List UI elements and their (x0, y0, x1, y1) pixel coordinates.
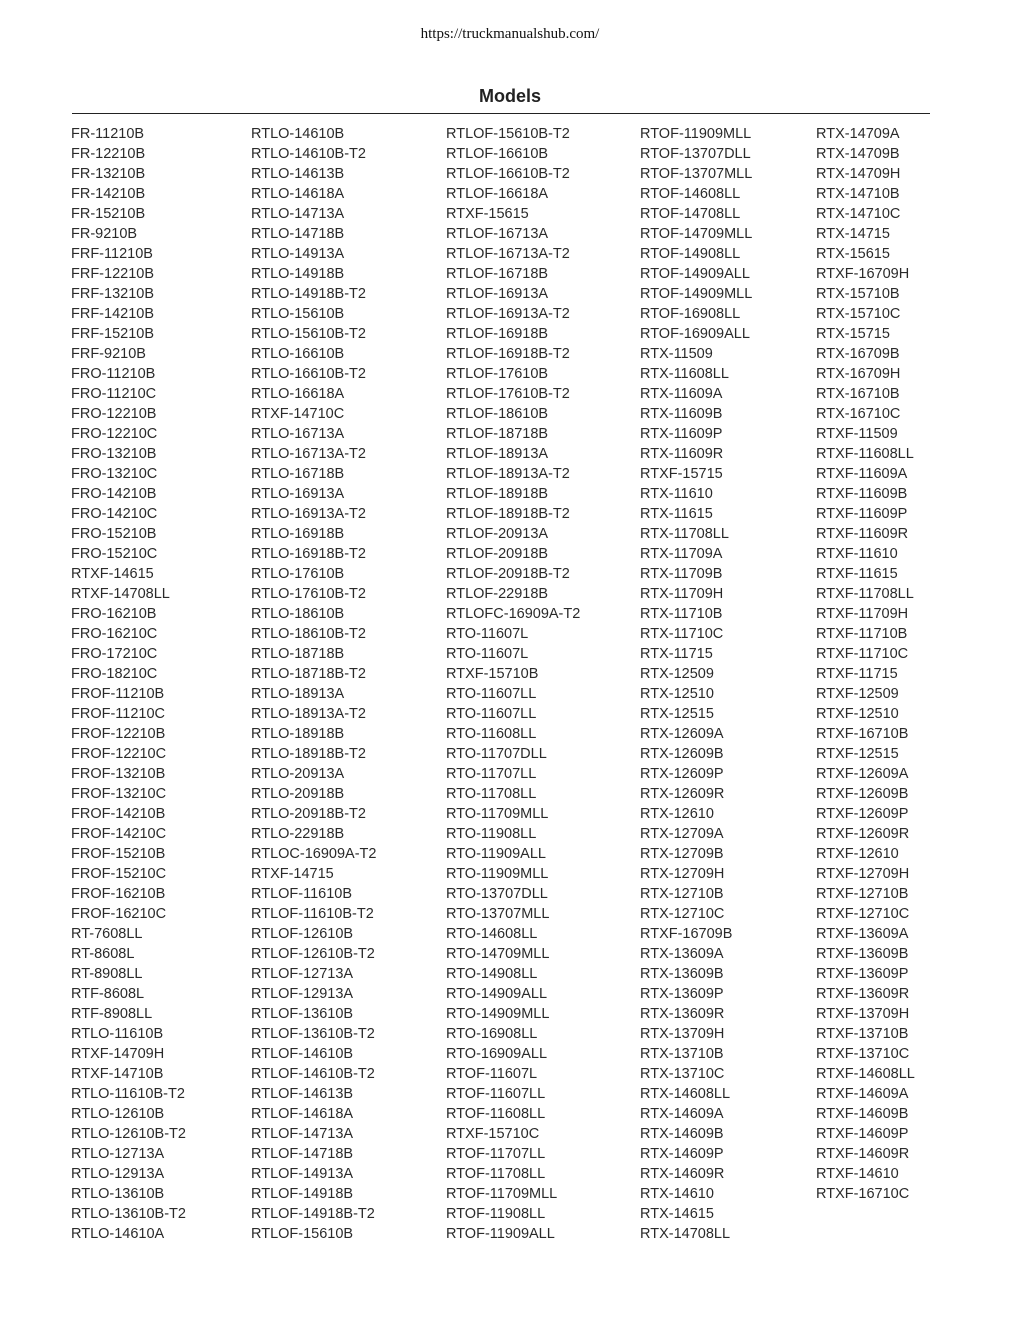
model-item: RTX-11509 (640, 346, 713, 362)
model-item: RTLOF-14618A (251, 1106, 354, 1122)
model-item: RTXF-13609A (816, 926, 909, 942)
model-item: RTLO-14913A (251, 246, 345, 262)
model-item: RTLO-16713A (251, 426, 345, 442)
model-item: RTLO-20913A (251, 766, 345, 782)
model-item: RTOF-14709MLL (640, 226, 753, 242)
model-item: RTO-11709MLL (446, 806, 549, 822)
model-item: FRF-12210B (71, 266, 155, 282)
model-item: RTF-8608L (71, 986, 145, 1002)
model-item: RTLOF-22918B (446, 586, 549, 602)
model-item: RTLO-17610B-T2 (251, 586, 366, 602)
model-item: RTXF-14710C (251, 406, 345, 422)
model-item: RTX-14609P (640, 1146, 724, 1162)
model-item: FRO-15210C (71, 546, 158, 562)
model-item: RTX-14709A (816, 126, 900, 142)
model-item: RTO-11909ALL (446, 846, 546, 862)
model-item: RTXF-12609P (816, 806, 909, 822)
model-item: RTXF-11710B (816, 626, 908, 642)
model-item: RTX-12709A (640, 826, 724, 842)
model-item: RTX-12609B (640, 746, 724, 762)
model-item: RTX-11715 (640, 646, 713, 662)
model-item: FRO-16210B (71, 606, 157, 622)
model-item: RTX-14709B (816, 146, 900, 162)
model-item: RTXF-11715 (816, 666, 898, 682)
model-item: RT-8908LL (71, 966, 143, 982)
model-item: RTLO-16913A (251, 486, 345, 502)
model-item: RTOF-13707DLL (640, 146, 751, 162)
model-item: RTXF-14609B (816, 1106, 909, 1122)
model-item: RTX-15615 (816, 246, 890, 262)
model-item: RT-8608L (71, 946, 135, 962)
models-column-5 (816, 124, 915, 1204)
model-item: RTLOF-17610B (446, 366, 549, 382)
title-divider (72, 113, 930, 114)
model-item: RTO-11608LL (446, 726, 537, 742)
model-item: RTLO-16618A (251, 386, 345, 402)
model-item: RTXF-13609R (816, 986, 910, 1002)
model-item: RTLOF-18918B-T2 (446, 506, 570, 522)
model-item: RTO-11707DLL (446, 746, 547, 762)
model-item: RTXF-14708LL (71, 586, 170, 602)
model-item: RTLO-13610B-T2 (71, 1206, 186, 1222)
model-item: FRF-13210B (71, 286, 155, 302)
model-item: RTLO-16918B (251, 526, 345, 542)
model-item: RTO-11707LL (446, 766, 537, 782)
model-item: RTLO-12913A (71, 1166, 165, 1182)
model-item: RTO-11908LL (446, 826, 537, 842)
model-item: RTLO-12610B-T2 (71, 1126, 186, 1142)
model-item: RTXF-11609A (816, 466, 908, 482)
model-item: RTOF-11608LL (446, 1106, 546, 1122)
model-item: FROF-14210C (71, 826, 167, 842)
model-item: RTLO-22918B (251, 826, 345, 842)
model-item: RTOF-14909MLL (640, 286, 753, 302)
model-item: RTX-14709H (816, 166, 901, 182)
models-column-3 (446, 124, 580, 1244)
model-item: RTLOF-18913A-T2 (446, 466, 570, 482)
model-item: RTX-12510 (640, 686, 714, 702)
model-item: FR-9210B (71, 226, 138, 242)
model-item: RTLOF-14913A (251, 1166, 354, 1182)
model-item: RTX-11709B (640, 566, 723, 582)
model-item: RTX-14610 (640, 1186, 714, 1202)
model-item: RTXF-11609B (816, 486, 908, 502)
model-item: RTXF-11608LL (816, 446, 914, 462)
model-item: FRO-18210C (71, 666, 158, 682)
model-item: FROF-16210B (71, 886, 166, 902)
model-item: RTLOFC-16909A-T2 (446, 606, 581, 622)
model-item: RTLOF-20918B-T2 (446, 566, 570, 582)
model-item: RTLOF-12913A (251, 986, 354, 1002)
model-item: RTOF-16909ALL (640, 326, 750, 342)
model-item: RTX-11610 (640, 486, 713, 502)
model-item: RTX-12609A (640, 726, 724, 742)
model-item: RTX-12709B (640, 846, 724, 862)
model-item: FRO-11210B (71, 366, 156, 382)
model-item: RTO-11607L (446, 626, 529, 642)
model-item: RTLO-18918B-T2 (251, 746, 366, 762)
model-item: RTO-16909ALL (446, 1046, 548, 1062)
model-item: RTLOF-12713A (251, 966, 354, 982)
model-item: RTXF-12510 (816, 706, 899, 722)
model-item: RTLOF-16713A-T2 (446, 246, 570, 262)
model-item: RTX-11608LL (640, 366, 729, 382)
model-item: RTXF-14608LL (816, 1066, 915, 1082)
model-item: RTO-13707MLL (446, 906, 550, 922)
model-item: RTX-16709B (816, 346, 900, 362)
model-item: RTXF-12610 (816, 846, 899, 862)
model-item: RTLO-17610B (251, 566, 345, 582)
model-item: RTOF-14708LL (640, 206, 741, 222)
model-item: RTXF-12710B (816, 886, 909, 902)
model-item: RTX-13710B (640, 1046, 724, 1062)
model-item: RTXF-11710C (816, 646, 909, 662)
model-item: RTX-13609P (640, 986, 724, 1002)
model-item: FROF-13210B (71, 766, 166, 782)
model-item: RTLO-14718B (251, 226, 345, 242)
model-item: RTLO-18610B (251, 606, 345, 622)
model-item: RTLOF-14610B-T2 (251, 1066, 375, 1082)
model-item: RTOF-11607L (446, 1066, 538, 1082)
model-item: RTXF-12509 (816, 686, 899, 702)
model-item: RTXF-11709H (816, 606, 909, 622)
model-item: FRO-15210B (71, 526, 157, 542)
model-item: RTLO-16713A-T2 (251, 446, 366, 462)
model-item: RTO-14909MLL (446, 1006, 550, 1022)
model-item: RTXF-11615 (816, 566, 898, 582)
model-item: RTOF-14909ALL (640, 266, 750, 282)
model-item: RTX-11710C (640, 626, 724, 642)
model-item: FRF-11210B (71, 246, 153, 262)
model-item: RTO-11708LL (446, 786, 537, 802)
model-item: FRO-11210C (71, 386, 157, 402)
model-item: RTX-14609R (640, 1166, 725, 1182)
model-item: RTLO-18918B (251, 726, 345, 742)
model-item: RTLO-18718B (251, 646, 345, 662)
model-item: RTO-11909MLL (446, 866, 549, 882)
model-item: RTXF-14710B (71, 1066, 164, 1082)
model-item: RTO-14709MLL (446, 946, 550, 962)
page-title: Models (478, 86, 541, 106)
model-item: RTXF-13709H (816, 1006, 910, 1022)
model-item: RTX-14710B (816, 186, 900, 202)
model-item: RTXF-14609A (816, 1086, 909, 1102)
model-item: RTO-11607L (446, 646, 529, 662)
model-item: RTLO-11610B-T2 (71, 1086, 185, 1102)
model-item: RTX-12709H (640, 866, 725, 882)
model-item: FR-14210B (71, 186, 146, 202)
model-item: RTLO-16610B (251, 346, 345, 362)
model-item: RTLO-14918B-T2 (251, 286, 366, 302)
model-item: RTLO-14610B (251, 126, 345, 142)
model-item: RTF-8908LL (71, 1006, 153, 1022)
model-item: RTXF-14609P (816, 1126, 909, 1142)
model-item: RTLOF-16618A (446, 186, 549, 202)
model-item: RTLOF-17610B-T2 (446, 386, 570, 402)
model-item: RTLOF-16913A-T2 (446, 306, 570, 322)
model-item: RTLOF-12610B-T2 (251, 946, 375, 962)
model-item: FRF-14210B (71, 306, 155, 322)
model-item: RTX-13710C (640, 1066, 725, 1082)
model-item: RTXF-13609P (816, 966, 909, 982)
model-item: RTOF-11707LL (446, 1146, 546, 1162)
model-item: RTOF-11908LL (446, 1206, 546, 1222)
model-item: FRO-13210B (71, 446, 157, 462)
model-item: RTLOF-18610B (446, 406, 549, 422)
model-item: FROF-15210C (71, 866, 167, 882)
model-item: RTLOF-18718B (446, 426, 549, 442)
model-item: RTX-11609P (640, 426, 723, 442)
model-item: RTLOF-20918B (446, 546, 549, 562)
model-item: RTX-11609R (640, 446, 724, 462)
model-item: FROF-13210C (71, 786, 167, 802)
model-item: RTLOF-13610B (251, 1006, 354, 1022)
model-item: RTX-14615 (640, 1206, 714, 1222)
model-item: FR-11210B (71, 126, 145, 142)
model-item: RTXF-11610 (816, 546, 898, 562)
model-item: FR-15210B (71, 206, 146, 222)
model-item: RTX-11609B (640, 406, 723, 422)
model-item: RTXF-15710C (446, 1126, 540, 1142)
model-item: RTX-14715 (816, 226, 890, 242)
model-item: FROF-15210B (71, 846, 166, 862)
model-item: RTLOC-16909A-T2 (251, 846, 377, 862)
model-item: RTO-11607LL (446, 706, 537, 722)
model-item: RTXF-16710C (816, 1186, 910, 1202)
model-item: RTX-14609A (640, 1106, 724, 1122)
model-item: FROF-12210B (71, 726, 166, 742)
model-item: RTX-11709H (640, 586, 724, 602)
model-item: RTLOF-14918B (251, 1186, 354, 1202)
model-item: RTX-13609B (640, 966, 724, 982)
model-item: FR-12210B (71, 146, 146, 162)
models-column-1 (71, 124, 186, 1244)
model-item: RTX-11709A (640, 546, 723, 562)
model-item: RTOF-16908LL (640, 306, 741, 322)
model-item: RTO-16908LL (446, 1026, 538, 1042)
model-item: RTX-11708LL (640, 526, 729, 542)
model-item: RTLOF-11610B (251, 886, 353, 902)
model-item: RTXF-16710B (816, 726, 909, 742)
model-item: RTLOF-14713A (251, 1126, 354, 1142)
model-item: RTLOF-16713A (446, 226, 549, 242)
model-item: RTLOF-14918B-T2 (251, 1206, 375, 1222)
model-item: RTOF-11708LL (446, 1166, 546, 1182)
model-item: RTLOF-16610B (446, 146, 549, 162)
source-url: https://truckmanualshub.com/ (420, 26, 600, 42)
model-item: RTLO-16918B-T2 (251, 546, 366, 562)
model-item: RTO-14608LL (446, 926, 538, 942)
model-item: RTXF-11509 (816, 426, 898, 442)
model-item: RTXF-13710B (816, 1026, 909, 1042)
model-item: FR-13210B (71, 166, 146, 182)
model-item: RTOF-11607LL (446, 1086, 546, 1102)
model-item: FRO-12210B (71, 406, 157, 422)
model-item: RTX-11609A (640, 386, 723, 402)
model-item: FRO-14210C (71, 506, 158, 522)
model-item: RTLO-15610B-T2 (251, 326, 366, 342)
model-item: RTLOF-12610B (251, 926, 354, 942)
model-item: RTLO-18610B-T2 (251, 626, 366, 642)
model-item: FRO-17210C (71, 646, 158, 662)
model-item: RTLO-20918B-T2 (251, 806, 366, 822)
model-item: RTXF-11708LL (816, 586, 914, 602)
model-item: RTX-13709H (640, 1026, 725, 1042)
model-item: RTLOF-16610B-T2 (446, 166, 570, 182)
model-item: RTXF-12709H (816, 866, 910, 882)
model-item: RTX-14708LL (640, 1226, 731, 1242)
model-item: RTXF-14715 (251, 866, 334, 882)
model-item: RTLO-15610B (251, 306, 345, 322)
model-item: RTLOF-11610B-T2 (251, 906, 374, 922)
model-item: FROF-11210C (71, 706, 166, 722)
model-item: RTLO-12713A (71, 1146, 165, 1162)
model-item: RTXF-12710C (816, 906, 910, 922)
model-item: RTLO-18718B-T2 (251, 666, 366, 682)
model-item: RTX-12609P (640, 766, 724, 782)
model-item: RTLOF-15610B (251, 1226, 354, 1242)
model-item: RTX-16710B (816, 386, 900, 402)
model-item: RTX-12509 (640, 666, 714, 682)
model-item: RTLO-20918B (251, 786, 345, 802)
model-item: RTXF-12515 (816, 746, 899, 762)
model-item: RTXF-13710C (816, 1046, 910, 1062)
model-item: RTX-12710B (640, 886, 724, 902)
model-item: RTOF-11909ALL (446, 1226, 555, 1242)
model-item: RTO-13707DLL (446, 886, 548, 902)
model-item: RTXF-14609R (816, 1146, 910, 1162)
model-item: FROF-12210C (71, 746, 167, 762)
model-item: RTXF-14615 (71, 566, 154, 582)
model-item: RTX-14609B (640, 1126, 724, 1142)
model-item: RTXF-15715 (640, 466, 723, 482)
model-item: FRO-12210C (71, 426, 158, 442)
model-item: RTLO-14610A (71, 1226, 165, 1242)
model-item: RTXF-11609R (816, 526, 909, 542)
model-item: RTX-11615 (640, 506, 713, 522)
model-item: FRO-16210C (71, 626, 158, 642)
model-item: RTX-12609R (640, 786, 725, 802)
model-item: RTX-12710C (640, 906, 725, 922)
model-item: RTLO-14918B (251, 266, 345, 282)
model-item: RTLO-11610B (71, 1026, 164, 1042)
model-item: RTOF-11709MLL (446, 1186, 558, 1202)
model-item: RTLO-12610B (71, 1106, 165, 1122)
model-item: FRF-15210B (71, 326, 155, 342)
model-item: RTX-15710B (816, 286, 900, 302)
model-item: FROF-14210B (71, 806, 166, 822)
model-item: RTLOF-16918B-T2 (446, 346, 570, 362)
model-item: FRO-14210B (71, 486, 157, 502)
models-column-2 (251, 124, 376, 1244)
model-item: RTX-15715 (816, 326, 890, 342)
model-item: RTX-14710C (816, 206, 901, 222)
model-item: RTLO-18913A-T2 (251, 706, 366, 722)
model-item: RTX-15710C (816, 306, 901, 322)
model-item: RTOF-11909MLL (640, 126, 752, 142)
model-item: RTLOF-14610B (251, 1046, 354, 1062)
model-item: RT-7608LL (71, 926, 143, 942)
model-item: RTXF-12609B (816, 786, 909, 802)
model-item: RTLOF-15610B-T2 (446, 126, 570, 142)
model-item: RTLOF-16718B (446, 266, 549, 282)
model-item: RTXF-12609A (816, 766, 909, 782)
model-item: RTX-16709H (816, 366, 901, 382)
model-item: RTLO-13610B (71, 1186, 165, 1202)
model-item: RTX-13609R (640, 1006, 725, 1022)
model-item: RTLOF-14718B (251, 1146, 354, 1162)
model-item: RTX-12515 (640, 706, 714, 722)
model-item: FRO-13210C (71, 466, 158, 482)
model-item: FRF-9210B (71, 346, 146, 362)
model-item: RTX-12610 (640, 806, 714, 822)
model-item: RTLO-14610B-T2 (251, 146, 366, 162)
model-item: RTO-11607LL (446, 686, 537, 702)
model-item: RTLOF-13610B-T2 (251, 1026, 375, 1042)
models-column-4 (640, 124, 752, 1244)
model-item: RTXF-11609P (816, 506, 908, 522)
model-item: RTLOF-20913A (446, 526, 549, 542)
model-item: RTXF-16709H (816, 266, 910, 282)
model-item: RTXF-12609R (816, 826, 910, 842)
model-item: RTLOF-14613B (251, 1086, 354, 1102)
model-item: FROF-11210B (71, 686, 165, 702)
model-item: RTLOF-16918B (446, 326, 549, 342)
model-item: RTLOF-18913A (446, 446, 549, 462)
model-item: RTLOF-18918B (446, 486, 549, 502)
model-item: RTLO-14713A (251, 206, 345, 222)
model-item: RTLO-16913A-T2 (251, 506, 366, 522)
model-item: FROF-16210C (71, 906, 167, 922)
model-item: RTLO-14613B (251, 166, 345, 182)
model-item: RTXF-14610 (816, 1166, 899, 1182)
model-item: RTX-16710C (816, 406, 901, 422)
model-item: RTXF-15615 (446, 206, 529, 222)
model-item: RTXF-15710B (446, 666, 539, 682)
model-item: RTXF-16709B (640, 926, 733, 942)
model-item: RTLO-14618A (251, 186, 345, 202)
model-item: RTLO-16718B (251, 466, 345, 482)
model-item: RTX-13609A (640, 946, 724, 962)
model-item: RTLO-18913A (251, 686, 345, 702)
model-item: RTLO-16610B-T2 (251, 366, 366, 382)
model-item: RTO-14908LL (446, 966, 538, 982)
model-item: RTX-14608LL (640, 1086, 731, 1102)
model-item: RTX-11710B (640, 606, 723, 622)
model-item: RTXF-14709H (71, 1046, 165, 1062)
model-item: RTO-14909ALL (446, 986, 548, 1002)
model-item: RTXF-13609B (816, 946, 909, 962)
model-item: RTOF-14608LL (640, 186, 741, 202)
model-item: RTOF-14908LL (640, 246, 741, 262)
model-item: RTLOF-16913A (446, 286, 549, 302)
model-item: RTOF-13707MLL (640, 166, 753, 182)
